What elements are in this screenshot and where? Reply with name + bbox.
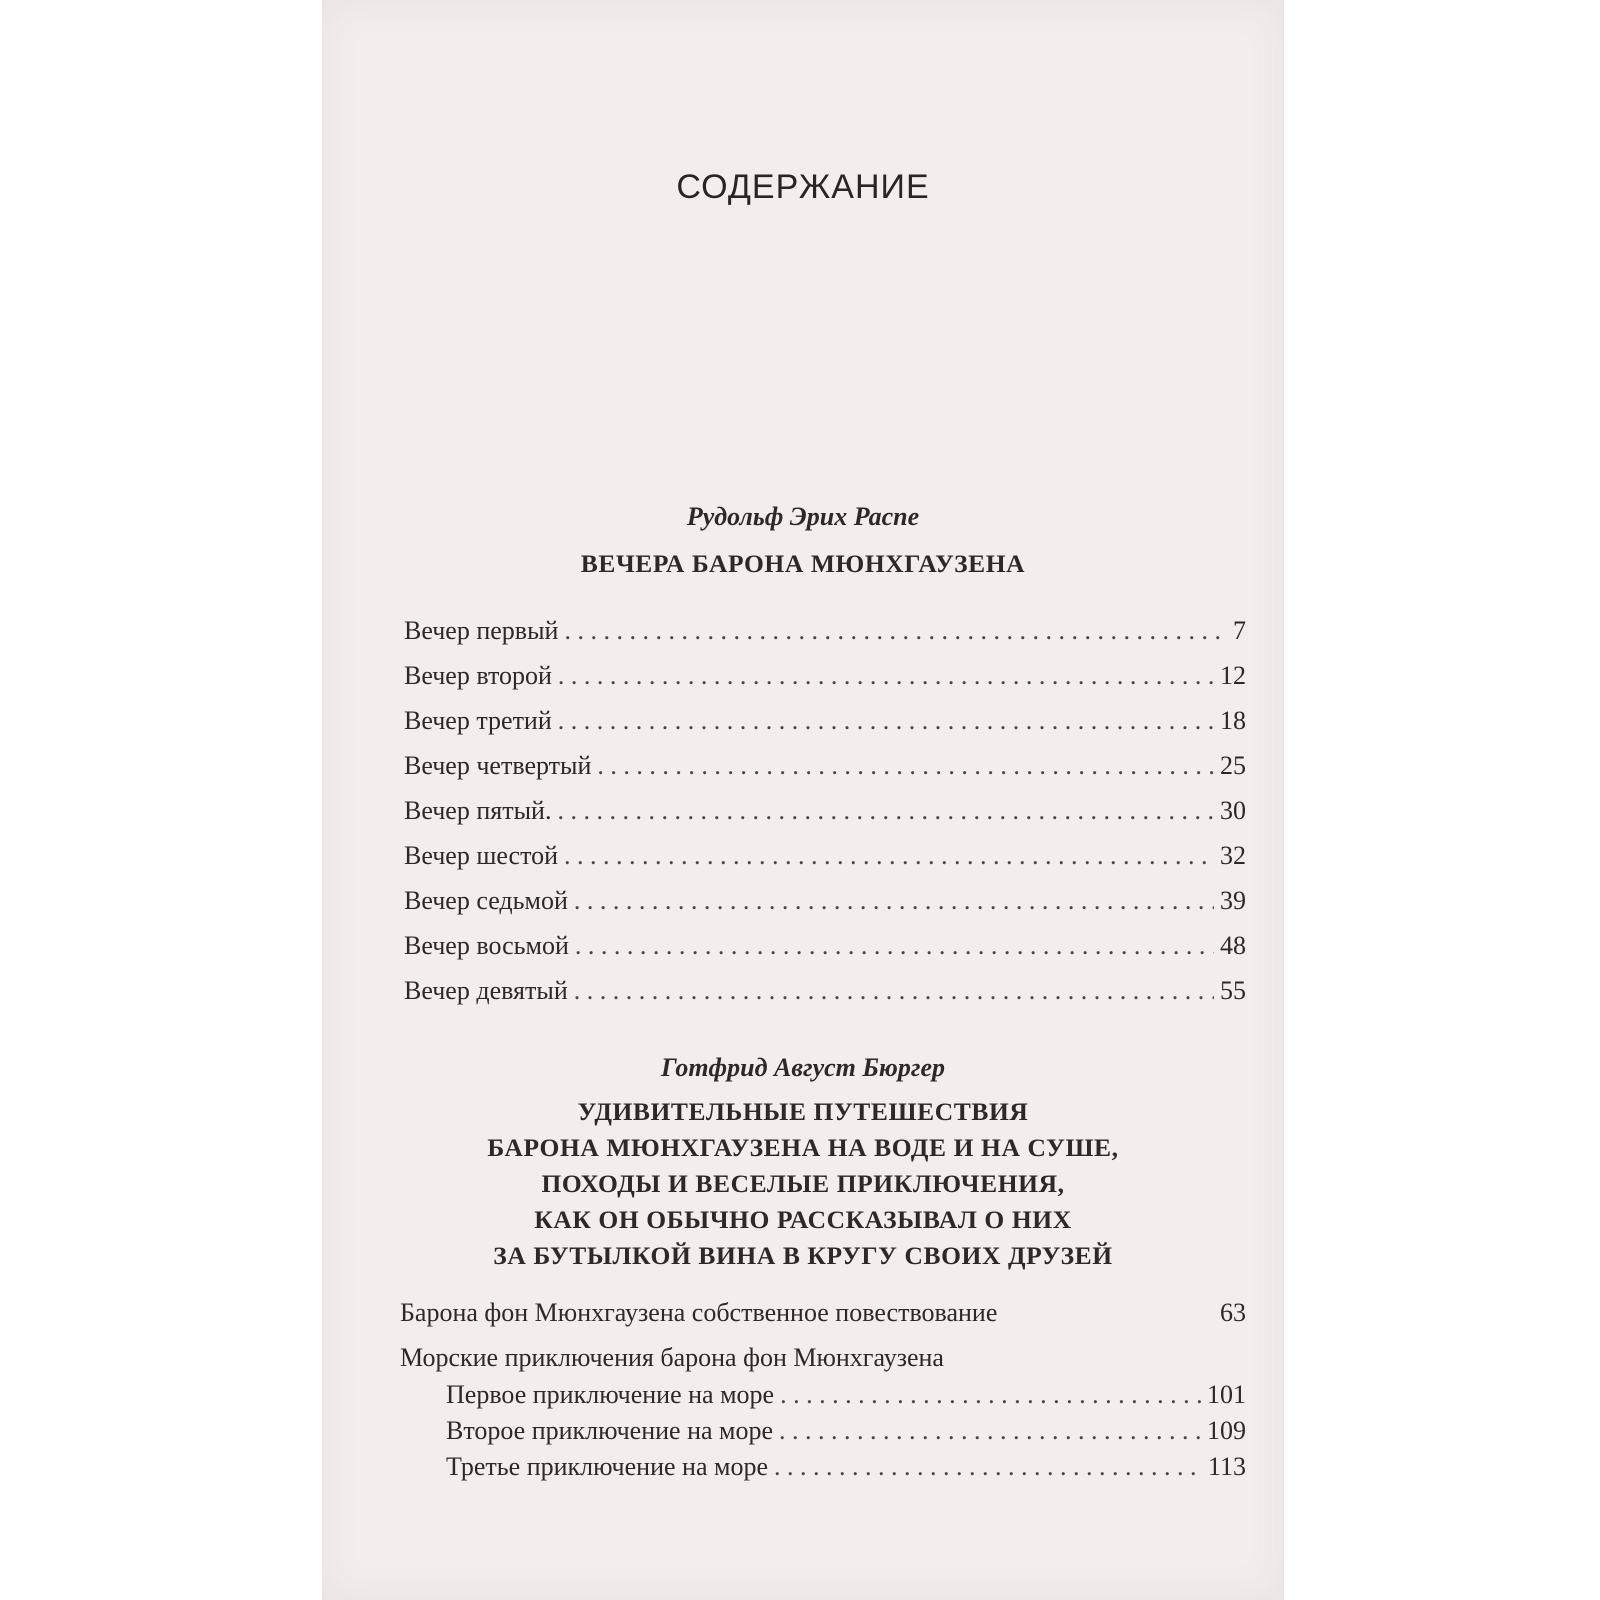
toc-entry-page: 113 <box>1207 1452 1246 1481</box>
leader-dots <box>574 884 1214 918</box>
toc-entry-page: 18 <box>1220 706 1246 735</box>
part2-title-line: УДИВИТЕЛЬНЫЕ ПУТЕШЕСТВИЯ <box>577 1097 1029 1126</box>
toc-entry-label: Вечер пятый. <box>404 796 552 825</box>
toc-entry-label: Вечер четвертый <box>404 751 592 780</box>
toc-entry[interactable] <box>404 794 1246 828</box>
leader-dots <box>780 1378 1201 1412</box>
part2-title <box>322 1094 1284 1274</box>
toc-entry[interactable] <box>404 659 1246 693</box>
toc-entry-label: Третье приключение на море <box>446 1452 768 1481</box>
toc-entry-label: Вечер шестой <box>404 841 559 870</box>
toc-entry[interactable] <box>404 614 1246 648</box>
toc-entry-page: 12 <box>1220 661 1246 690</box>
toc-entry-page: 109 <box>1207 1416 1246 1445</box>
leader-dots <box>597 749 1214 783</box>
toc-entry-label: Вечер второй <box>404 661 552 690</box>
part2-title-line: ПОХОДЫ И ВЕСЕЛЫЕ ПРИКЛЮЧЕНИЯ, <box>541 1169 1065 1198</box>
part2-author: Готфрид Август Бюргер <box>660 1053 946 1082</box>
leader-dots <box>779 1414 1201 1448</box>
leader-dots <box>574 974 1214 1008</box>
toc-entry-label: Второе приключение на море <box>446 1416 774 1445</box>
toc-entry-page: 39 <box>1220 886 1246 915</box>
toc-sub-entry[interactable] <box>446 1378 1246 1412</box>
part2-title-line: КАК ОН ОБЫЧНО РАССКАЗЫВАЛ О НИХ <box>534 1205 1072 1234</box>
toc-entry-page: 30 <box>1220 796 1246 825</box>
toc-entry-page: 32 <box>1220 841 1246 870</box>
toc-entry-label: Вечер восьмой <box>404 931 569 960</box>
toc-entry[interactable] <box>404 884 1246 918</box>
toc-sub-entry[interactable] <box>446 1414 1246 1448</box>
leader-dots <box>564 614 1227 648</box>
toc-entry-page: 63 <box>1220 1298 1246 1327</box>
toc-entry[interactable] <box>404 974 1246 1008</box>
toc-entry-label: Вечер девятый <box>404 976 568 1005</box>
toc-sub-entry[interactable] <box>446 1450 1246 1484</box>
leader-dots <box>774 1450 1202 1484</box>
leader-dots <box>557 794 1214 828</box>
toc-entry-page: 101 <box>1207 1380 1246 1409</box>
toc-entry-page: 7 <box>1233 616 1246 645</box>
book-page <box>322 0 1284 1600</box>
part1-title <box>322 546 1284 582</box>
toc-entry[interactable] <box>404 929 1246 963</box>
leader-dots <box>558 704 1214 738</box>
toc-entry-label: Вечер третий <box>404 706 552 735</box>
toc-entry[interactable] <box>400 1296 1246 1330</box>
leader-dots <box>564 839 1214 873</box>
toc-entry-label: Вечер седьмой <box>404 886 568 915</box>
page-title: СОДЕРЖАНИЕ <box>676 168 930 206</box>
leader-dots <box>558 659 1214 693</box>
part2-title-line: БАРОНА МЮНХГАУЗЕНА НА ВОДЕ И НА СУШЕ, <box>487 1133 1119 1162</box>
toc-entry-page: 55 <box>1220 976 1246 1005</box>
toc-entry[interactable] <box>404 704 1246 738</box>
part1-title-line: ВЕЧЕРА БАРОНА МЮНХГАУЗЕНА <box>580 549 1026 578</box>
part2-title-line: ЗА БУТЫЛКОЙ ВИНА В КРУГУ СВОИХ ДРУЗЕЙ <box>493 1241 1113 1270</box>
toc-entry-page: 25 <box>1220 751 1246 780</box>
toc-entry[interactable] <box>404 839 1246 873</box>
toc-entry[interactable] <box>404 749 1246 783</box>
toc-entry-page: 48 <box>1220 931 1246 960</box>
toc-entry-label: Барона фон Мюнхгаузена собственное повествование <box>400 1298 998 1327</box>
section-heading: Морские приключения барона фон Мюнхгаузена <box>400 1343 944 1372</box>
leader-dots <box>575 929 1214 963</box>
toc-entry-label: Первое приключение на море <box>446 1380 775 1409</box>
toc-entry-label: Вечер первый <box>404 616 559 645</box>
part1-author: Рудольф Эрих Распе <box>686 502 920 531</box>
